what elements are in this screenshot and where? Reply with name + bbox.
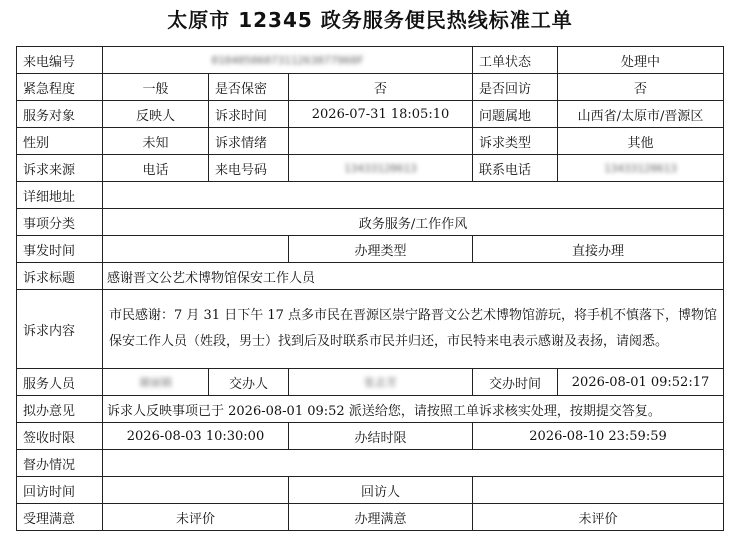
source-label: 诉求来源 bbox=[17, 155, 103, 182]
row-content bbox=[17, 290, 724, 369]
request-type-label: 诉求类型 bbox=[473, 128, 558, 155]
supervise-label: 督办情况 bbox=[17, 450, 103, 477]
emotion-value bbox=[289, 128, 473, 155]
source-value: 电话 bbox=[103, 155, 209, 182]
handle-type-label: 办理类型 bbox=[289, 236, 473, 263]
assigner-value: 张志芳 bbox=[289, 369, 473, 396]
subject-value: 感谢晋文公艺术博物馆保安工作人员 bbox=[103, 263, 724, 290]
status-value: 处理中 bbox=[558, 47, 724, 74]
revisit-time-label: 回访时间 bbox=[17, 477, 103, 504]
request-time-value: 2026-07-31 18:05:10 bbox=[289, 101, 473, 128]
revisit-label: 是否回访 bbox=[473, 74, 558, 101]
row-gender bbox=[17, 128, 724, 155]
row-urgency bbox=[17, 74, 724, 101]
row-staff bbox=[17, 369, 724, 396]
row-source bbox=[17, 155, 724, 182]
assign-time-value: 2026-08-01 09:52:17 bbox=[558, 369, 724, 396]
revisitor-value bbox=[473, 477, 724, 504]
category-label: 事项分类 bbox=[17, 209, 103, 236]
row-event-time bbox=[17, 236, 724, 263]
address-label: 详细地址 bbox=[17, 182, 103, 209]
staff-label: 服务人员 bbox=[17, 369, 103, 396]
confidential-label: 是否保密 bbox=[209, 74, 289, 101]
event-time-label: 事发时间 bbox=[17, 236, 103, 263]
supervise-value bbox=[103, 450, 724, 477]
assigner-label: 交办人 bbox=[209, 369, 289, 396]
call-no-label: 来电编号 bbox=[17, 47, 103, 74]
row-satisfaction bbox=[17, 504, 724, 531]
region-value: 山西省/太原市/晋源区 bbox=[558, 101, 724, 128]
contact-phone-label: 联系电话 bbox=[473, 155, 558, 182]
row-deadline bbox=[17, 423, 724, 450]
category-value: 政务服务/工作作风 bbox=[103, 209, 724, 236]
request-time-label: 诉求时间 bbox=[209, 101, 289, 128]
row-subject bbox=[17, 263, 724, 290]
handle-satisfaction-label: 办理满意 bbox=[289, 504, 473, 531]
subject-label: 诉求标题 bbox=[17, 263, 103, 290]
finish-deadline-value: 2026-08-10 23:59:59 bbox=[473, 423, 724, 450]
satisfaction-label: 受理满意 bbox=[17, 504, 103, 531]
revisit-value: 否 bbox=[558, 74, 724, 101]
event-time-value bbox=[103, 236, 289, 263]
revisit-time-value bbox=[103, 477, 289, 504]
opinion-value: 诉求人反映事项已于 2026-08-01 09:52 派送给您，请按照工单诉求核实处理，按期提交答复。 bbox=[103, 396, 724, 423]
region-label: 问题属地 bbox=[473, 101, 558, 128]
target-value: 反映人 bbox=[103, 101, 209, 128]
assign-time-label: 交办时间 bbox=[473, 369, 558, 396]
staff-value: 谢丽娟 bbox=[103, 369, 209, 396]
row-call-no bbox=[17, 47, 724, 74]
sign-deadline-value: 2026-08-03 10:30:00 bbox=[103, 423, 289, 450]
revisitor-label: 回访人 bbox=[289, 477, 473, 504]
urgency-value: 一般 bbox=[103, 74, 209, 101]
row-target bbox=[17, 101, 724, 128]
handle-satisfaction-value: 未评价 bbox=[473, 504, 724, 531]
opinion-label: 拟办意见 bbox=[17, 396, 103, 423]
row-revisit-time bbox=[17, 477, 724, 504]
row-opinion bbox=[17, 396, 724, 423]
satisfaction-value: 未评价 bbox=[103, 504, 289, 531]
row-supervise bbox=[17, 450, 724, 477]
finish-deadline-label: 办结时限 bbox=[289, 423, 473, 450]
emotion-label: 诉求情绪 bbox=[209, 128, 289, 155]
content-label: 诉求内容 bbox=[17, 290, 103, 369]
status-label: 工单状态 bbox=[473, 47, 558, 74]
urgency-label: 紧急程度 bbox=[17, 74, 103, 101]
request-type-value: 其他 bbox=[558, 128, 724, 155]
call-no-value: 0104050607311263077960F bbox=[103, 47, 473, 74]
contact-phone-value: 13433120613 bbox=[558, 155, 724, 182]
address-value bbox=[103, 182, 724, 209]
page-title: 太原市 12345 政务服务便民热线标准工单 bbox=[167, 8, 573, 32]
gender-value: 未知 bbox=[103, 128, 209, 155]
caller-number-label: 来电号码 bbox=[209, 155, 289, 182]
target-label: 服务对象 bbox=[17, 101, 103, 128]
work-order-table bbox=[16, 46, 724, 531]
sign-deadline-label: 签收时限 bbox=[17, 423, 103, 450]
row-address bbox=[17, 182, 724, 209]
confidential-value: 否 bbox=[289, 74, 473, 101]
content-value: 市民感谢：7 月 31 日下午 17 点多市民在晋源区崇宁路晋文公艺术博物馆游玩，将手机不慎落下，博物馆保安工作人员（姓段，男士）找到后及时联系市民并归还，市民特来电表示感谢及表扬，请阅悉。 bbox=[103, 290, 724, 369]
handle-type-value: 直接办理 bbox=[473, 236, 724, 263]
caller-number-value: 13433120613 bbox=[289, 155, 473, 182]
row-category bbox=[17, 209, 724, 236]
gender-label: 性别 bbox=[17, 128, 103, 155]
